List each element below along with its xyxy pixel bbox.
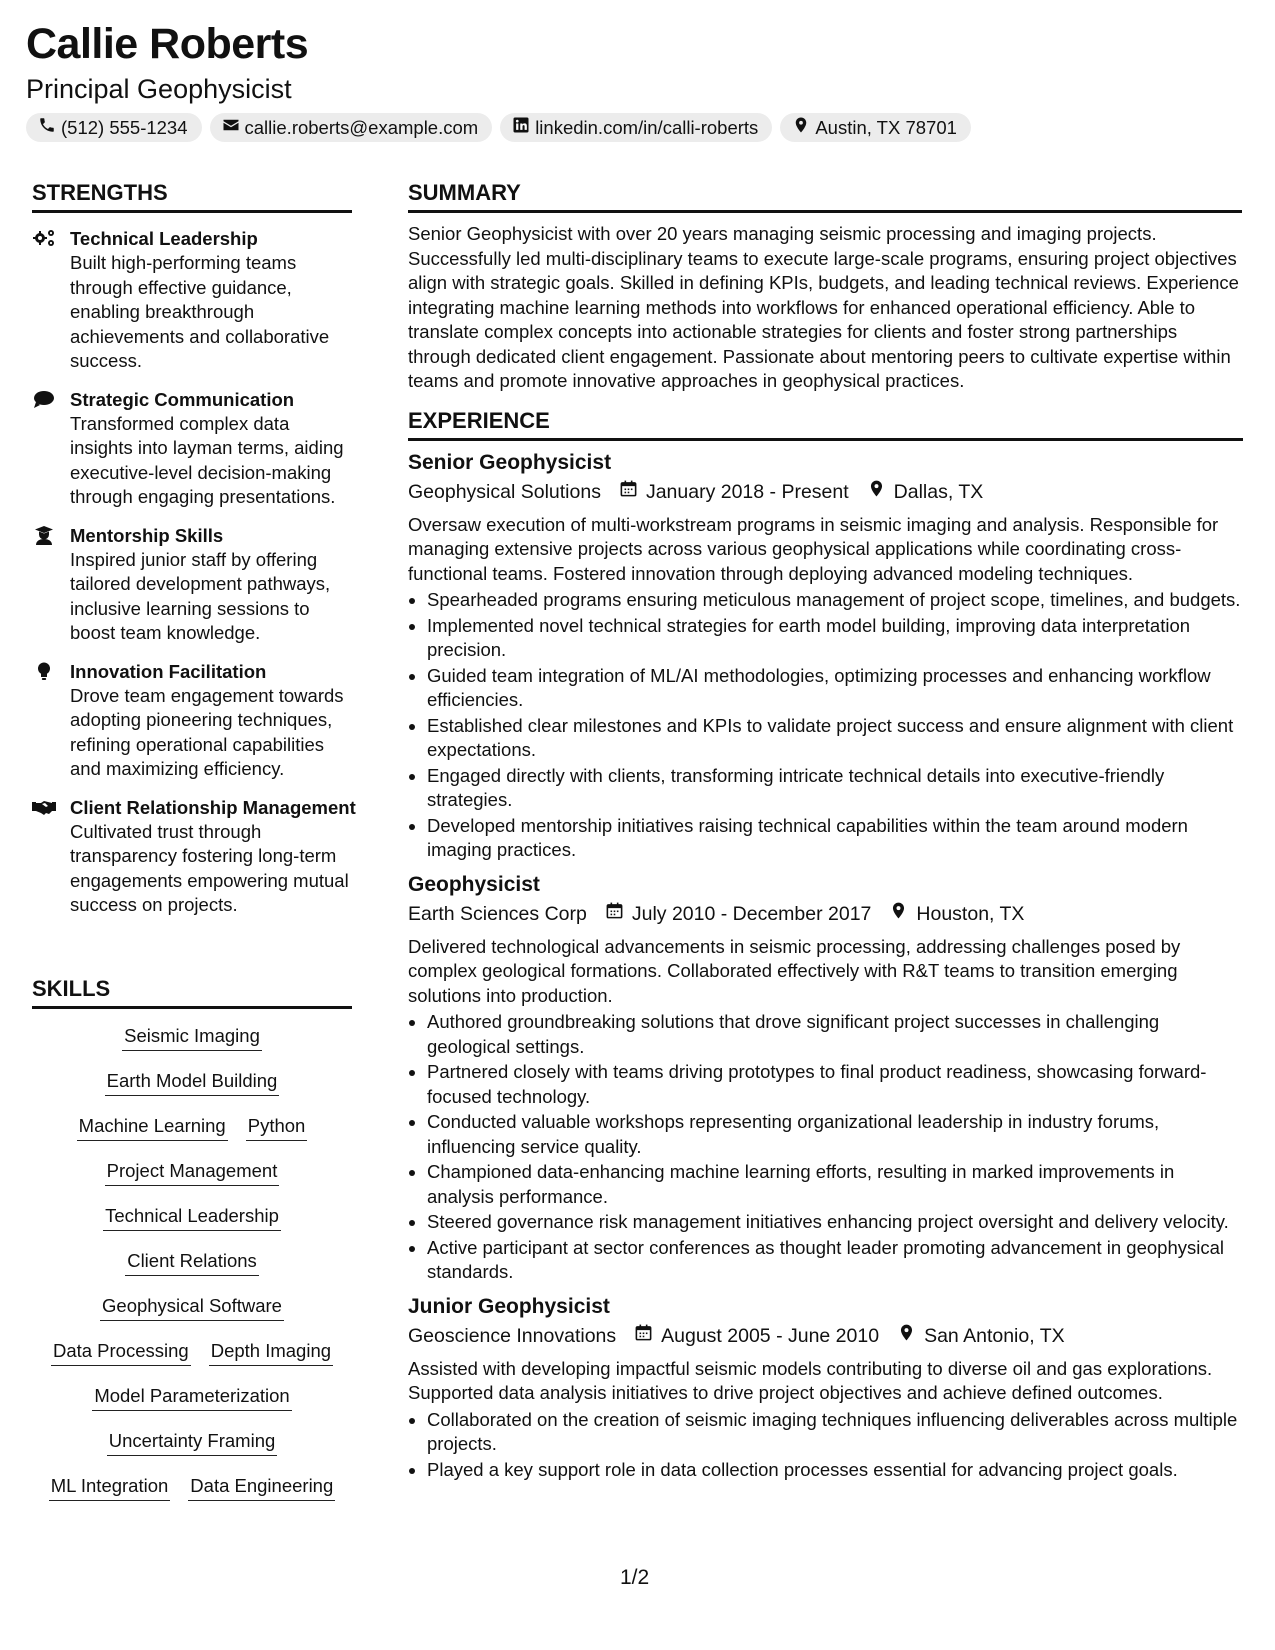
contact-location [780,113,971,142]
map-pin-icon [867,477,886,507]
job-dates: August 2005 - June 2010 [661,1324,880,1347]
strength-title: Strategic Communication [70,388,295,410]
skill-tag: Technical Leadership [103,1202,281,1231]
strength-desc: Inspired junior staff by offering tailored development pathways, inclusive learning sessions to boost team knowledge. [70,548,331,643]
skill-row [32,1067,352,1112]
handshake-icon [32,796,70,918]
skill-row [32,1337,352,1382]
job-bullet: • Engaged directly with clients, transforming intricate technical details into executive-friendly strategies. [427,764,1243,813]
main-column [408,222,1243,1483]
job-location-group [889,899,1024,929]
skill-tag: Project Management [105,1157,280,1186]
job-location-group [897,1321,1065,1351]
summary-text: Senior Geophysicist with over 20 years managing seismic processing and imaging projects. Successfully led multi-disciplinary teams to execute large-scale programs, ensuring project objectives align with strategic goals. Skilled in defining KPIs, budgets, and leading technical reviews. Experience integrating machine learning methods into workflows for enhanced operational efficiency. Able to translate complex concepts into actionable strategies for clients and foster strong partnerships through dedicated client engagement. Passionate about mentoring peers to cultivate expertise within teams and promote innovative approaches in geophysical practices. [408,223,1239,391]
job-dates-group [605,899,872,929]
strength-title: Technical Leadership [70,228,258,249]
gears-icon [32,227,70,374]
job-entry [408,871,1243,1285]
job-dates: January 2018 - Present [645,480,849,503]
graduate-icon [32,524,70,646]
job-entry [408,1293,1243,1483]
contact-linkedin[interactable] [500,113,772,142]
job-title: Geophysicist [408,872,540,896]
job-company: Geoscience Innovations [408,1324,617,1347]
job-company: Geophysical Solutions [408,480,601,503]
contact-email-text: callie.roberts@example.com [244,116,479,138]
job-bullet: • Developed mentorship initiatives raising technical capabilities within the team around modern imaging practices. [427,814,1243,863]
job-bullets [408,1408,1243,1483]
job-bullets [408,588,1243,863]
strength-title: Innovation Facilitation [70,660,267,682]
strength-desc: Built high-performing teams through effective guidance, enabling breakthrough achievements and collaborative success. [70,252,330,371]
skill-tag: Depth Imaging [209,1337,333,1366]
map-pin-icon [889,899,908,929]
lightbulb-icon [32,660,70,782]
skill-row [32,1427,352,1472]
linkedin-icon [512,116,530,139]
job-dates-group [634,1321,879,1351]
job-bullet: • Partnered closely with teams driving prototypes to final product readiness, showcasing forward-focused technology. [427,1060,1243,1109]
strength-title: Client Relationship Management [70,796,356,818]
job-bullet: • Spearheaded programs ensuring meticulous management of project scope, timelines, and budgets. [427,588,1243,613]
skill-tag: Earth Model Building [105,1067,280,1096]
page-number: 1/2 [620,1566,650,1589]
skill-tag: Model Parameterization [92,1382,291,1411]
job-dates-group [619,477,849,507]
skill-row [32,1202,352,1247]
skill-tag: Data Engineering [188,1472,335,1501]
job-meta [408,1321,1243,1351]
skill-tag: Data Processing [51,1337,191,1366]
job-location: San Antonio, TX [924,1324,1065,1347]
job-meta [408,899,1243,929]
job-bullet: • Steered governance risk management initiatives enhancing project oversight and delivery velocity. [427,1210,1243,1235]
calendar-icon [605,899,624,929]
skill-row [32,1382,352,1427]
skills-heading: SKILLS [32,976,352,1009]
candidate-name: Callie Roberts [26,20,309,68]
calendar-icon [619,477,638,507]
skill-row [32,1157,352,1202]
job-company: Earth Sciences Corp [408,902,587,925]
skill-tag: Client Relations [125,1247,259,1276]
job-bullet: • Active participant at sector conferences as thought leader promoting advancement in geophysical standards. [427,1236,1243,1285]
skill-tag: Machine Learning [77,1112,228,1141]
envelope-icon [222,116,240,139]
job-description: Delivered technological advancements in seismic processing, addressing challenges posed by complex geological formations. Collaborated effectively with R&T teams to transition emerging solutions into production. [408,935,1181,1006]
calendar-icon [634,1321,653,1351]
contact-phone[interactable] [26,113,202,142]
strength-title: Mentorship Skills [70,524,224,546]
contact-linkedin-text: linkedin.com/in/calli-roberts [535,116,759,138]
strengths-list [32,227,357,932]
job-description: Assisted with developing impactful seismic models contributing to diverse oil and gas explorations. Supported data analysis initiatives to drive project objectives and achieve defined outcomes. [408,1357,1213,1404]
map-pin-icon [897,1321,916,1351]
strength-item [32,227,357,374]
strengths-heading: STRENGTHS [32,180,352,213]
skill-tag: Python [246,1112,308,1141]
strength-item [32,660,357,782]
skill-tag: Uncertainty Framing [107,1427,278,1456]
job-bullets [408,1010,1243,1285]
skill-row [32,1292,352,1337]
skill-row [32,1022,352,1067]
skill-row [32,1247,352,1292]
strength-item [32,388,357,510]
job-title: Senior Geophysicist [408,450,612,474]
map-pin-icon [792,116,810,139]
job-bullet: • Collaborated on the creation of seismic imaging techniques influencing deliverables across multiple projects. [427,1408,1243,1457]
skills-list [32,1022,352,1517]
skill-tag: Seismic Imaging [122,1022,262,1051]
strength-item [32,524,357,646]
job-bullet: • Implemented novel technical strategies for earth model building, improving data interpretation precision. [427,614,1243,663]
strength-desc: Drove team engagement towards adopting pioneering techniques, refining operational capabilities and maximizing efficiency. [70,684,344,779]
job-meta [408,477,1243,507]
job-location: Houston, TX [916,902,1025,925]
job-bullet: • Guided team integration of ML/AI methodologies, optimizing processes and enhancing workflow efficiencies. [427,664,1243,713]
job-bullet: • Conducted valuable workshops representing organizational leadership in industry forums, influencing service quality. [427,1110,1243,1159]
candidate-title: Principal Geophysicist [26,74,292,104]
contact-location-text: Austin, TX 78701 [815,116,957,138]
job-bullet: • Established clear milestones and KPIs to validate project success and ensure alignment with client expectations. [427,714,1243,763]
strength-desc: Transformed complex data insights into layman terms, aiding executive-level decision-making through engaging presentations. [70,412,344,507]
phone-icon [38,116,56,139]
job-bullet: • Played a key support role in data collection processes essential for advancing project goals. [427,1458,1243,1483]
speech-bubble-icon [32,388,70,510]
skill-row [32,1472,352,1517]
experience-heading: EXPERIENCE [408,408,1243,441]
strength-desc: Cultivated trust through transparency fostering long-term engagements empowering mutual success on projects. [70,820,349,915]
summary-heading: SUMMARY [408,180,1242,213]
job-title: Junior Geophysicist [408,1294,610,1318]
strength-item [32,796,357,918]
job-entry [408,449,1243,863]
contact-bar [26,113,971,142]
job-location-group [867,477,984,507]
job-description: Oversaw execution of multi-workstream programs in seismic imaging and analysis. Responsible for managing extensive projects across various geophysical applications while coordinating cross-functional teams. Fostered innovation through deploying advanced modeling techniques. [408,513,1219,584]
skill-row [32,1112,352,1157]
skill-tag: ML Integration [49,1472,171,1501]
job-bullet: • Championed data-enhancing machine learning efforts, resulting in marked improvements in analysis performance. [427,1160,1243,1209]
job-location: Dallas, TX [893,480,984,503]
job-dates: July 2010 - December 2017 [631,902,872,925]
skill-tag: Geophysical Software [100,1292,284,1321]
contact-phone-text: (512) 555-1234 [61,116,188,138]
contact-email[interactable] [210,113,493,142]
job-bullet: • Authored groundbreaking solutions that drove significant project successes in challenging geological settings. [427,1010,1243,1059]
